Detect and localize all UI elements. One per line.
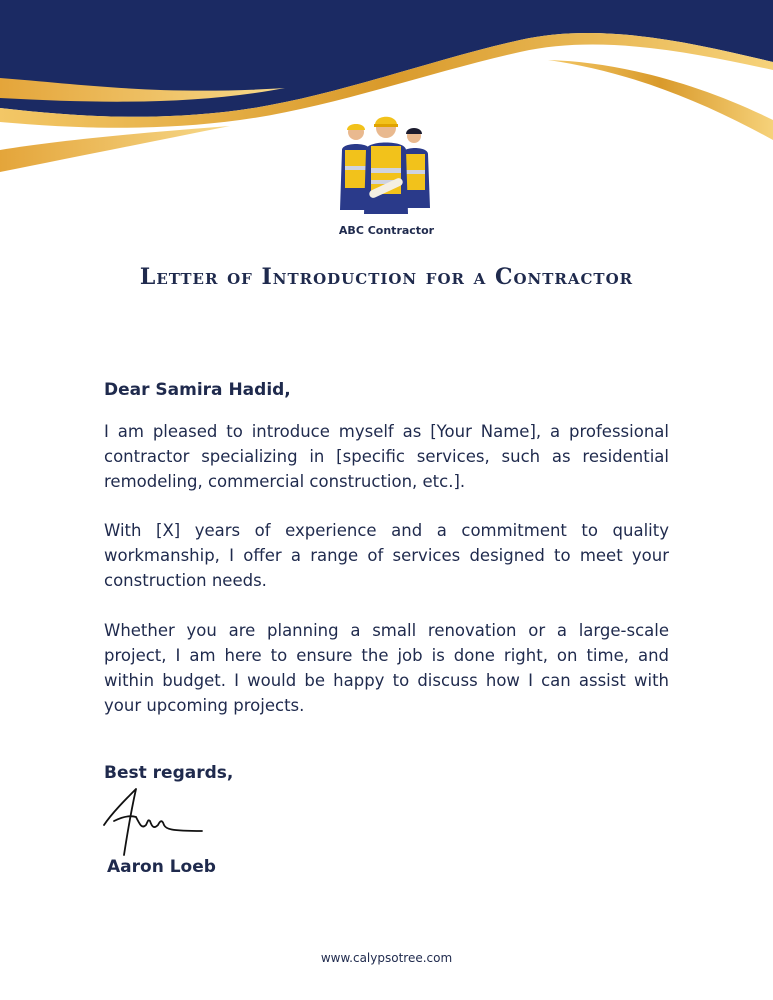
body-paragraph: Whether you are planning a small renovation or a large-scale project, I am here to ensure the job is done right, on time, and within budget. I would be happy to discuss how I can assist with your upcoming projects. (104, 621, 669, 715)
salutation: Dear Samira Hadid, (104, 380, 291, 400)
signer-name: Aaron Loeb (107, 857, 216, 877)
company-name: ABC Contractor (338, 224, 435, 237)
document-title: Letter of Introduction for a Contractor (139, 264, 634, 290)
body-paragraph: I am pleased to introduce myself as [Your Name], a professional contractor specializing in [specific services, such as residential remodeling, commercial construction, etc.]. (104, 422, 669, 491)
closing-line: Best regards, (104, 763, 234, 783)
construction-workers-icon (334, 110, 438, 220)
body-paragraph: With [X] years of experience and a commitment to quality workmanship, I offer a range of services designed to meet your construction needs. (104, 521, 669, 590)
footer-website: www.calypsotree.com (320, 951, 453, 965)
handwritten-signature (100, 785, 210, 859)
